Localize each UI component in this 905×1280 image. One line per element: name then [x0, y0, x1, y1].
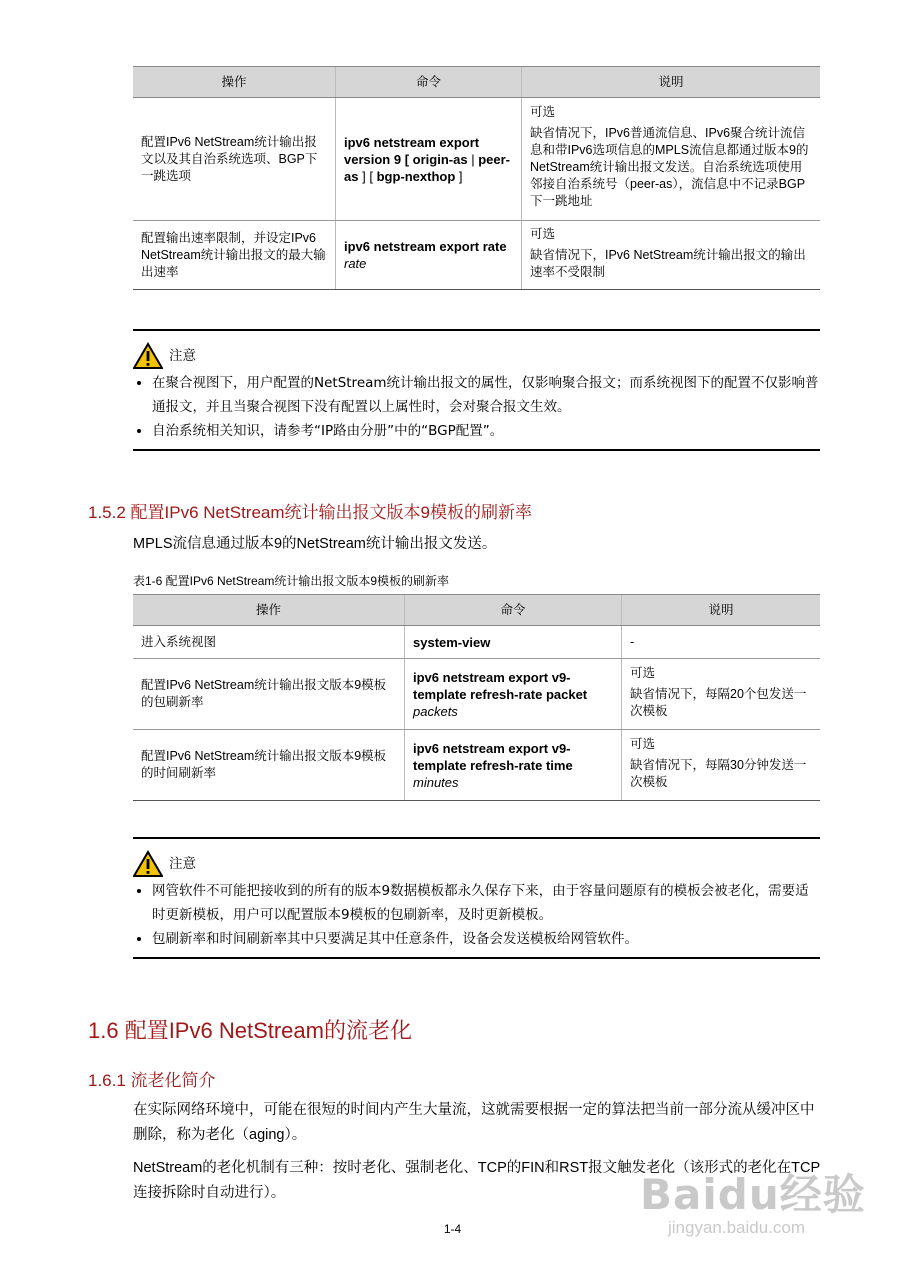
table-caption: 表1-6 配置IPv6 NetStream统计输出报文版本9模板的刷新率: [133, 574, 450, 588]
list-item: • 包刷新率和时间刷新率其中只要满足其中任意条件，设备会发送模板给网管软件。: [152, 927, 820, 951]
note-title: 注意: [169, 348, 196, 364]
watermark-brand: Baidu经验: [640, 1170, 866, 1219]
watermark-url: jingyan.baidu.com: [668, 1218, 806, 1237]
table-row: [133, 221, 820, 290]
operation-cell: 配置IPv6 NetStream统计输出报文版本9模板的时间刷新率: [133, 730, 405, 801]
caution-note-2: [133, 837, 820, 959]
description-cell: 可选 缺省情况下，IPv6 NetStream统计输出报文的输出速率不受限制: [522, 221, 821, 290]
operation-cell: 配置输出速率限制，并设定IPv6 NetStream统计输出报文的最大输出速率: [133, 221, 336, 290]
description-cell: 可选 缺省情况下，每隔30分钟发送一次模板: [622, 730, 821, 801]
watermark: [640, 1162, 866, 1238]
page-number: 1-4: [443, 1222, 462, 1236]
header-operation: 操作: [133, 67, 336, 98]
body-paragraph: 在实际网络环境中，可能在很短的时间内产生大量流，这就需要根据一定的算法把当前一部分流从缓冲区中删除，称为老化（aging）。: [133, 1102, 815, 1143]
operation-cell: 配置IPv6 NetStream统计输出报文版本9模板的包刷新率: [133, 659, 405, 730]
table-row: [133, 730, 820, 801]
table-row: [133, 659, 820, 730]
list-item: • 自治系统相关知识，请参考“IP路由分册”中的“BGP配置”。: [152, 419, 820, 443]
config-table-1: [133, 66, 820, 290]
section-heading-1-6-1: 1.6.1 流老化简介: [88, 1071, 216, 1090]
command-cell: ipv6 netstream export version 9 [ origin-as | peer-as ] [ bgp-nexthop ]: [336, 98, 522, 221]
table-row: [133, 98, 820, 221]
command-cell: ipv6 netstream export rate rate: [336, 221, 522, 290]
command-cell: system-view: [405, 626, 622, 659]
table-header-row: [133, 67, 820, 98]
config-table-2: [133, 594, 820, 801]
command-cell: ipv6 netstream export v9-template refresh-rate packet packets: [405, 659, 622, 730]
body-paragraph: NetStream的老化机制有三种：按时老化、强制老化、TCP的FIN和RST报文触发老化（该形式的老化在TCP连接拆除时自动进行）。: [133, 1160, 821, 1201]
header-description: 说明: [622, 595, 821, 626]
operation-cell: 进入系统视图: [133, 626, 405, 659]
list-item: • 在聚合视图下，用户配置的NetStream统计输出报文的属性，仅影响聚合报文；而系统视图下的配置不仅影响普通报文，并且当聚合视图下没有配置以上属性时，会对聚合报文生效。: [152, 371, 820, 419]
description-cell: -: [622, 626, 821, 659]
table-row: [133, 626, 820, 659]
command-cell: ipv6 netstream export v9-template refresh-rate time minutes: [405, 730, 622, 801]
warning-icon: [133, 342, 163, 370]
header-command: 命令: [336, 67, 522, 98]
header-command: 命令: [405, 595, 622, 626]
header-operation: 操作: [133, 595, 405, 626]
header-description: 说明: [522, 67, 821, 98]
description-cell: 可选 缺省情况下，每隔20个包发送一次模板: [622, 659, 821, 730]
caution-note-1: [133, 329, 820, 451]
operation-cell: 配置IPv6 NetStream统计输出报文以及其自治系统选项、BGP下一跳选项: [133, 98, 336, 221]
description-cell: 可选 缺省情况下，IPv6普通流信息、IPv6聚合统计流信息和带IPv6选项信息的MPLS流信息都通过版本9的NetStream统计输出报文发送。自治系统选项使用邻接自治系统号（peer-as），流信息中不记录BGP下一跳地址: [522, 98, 821, 221]
table-header-row: [133, 595, 820, 626]
intro-paragraph: MPLS流信息通过版本9的NetStream统计输出报文发送。: [133, 536, 497, 552]
note-title: 注意: [169, 856, 196, 872]
warning-icon: [133, 850, 163, 878]
list-item: • 网管软件不可能把接收到的所有的版本9数据模板都永久保存下来，由于容量问题原有的模板会被老化，需要适时更新模板，用户可以配置版本9模板的包刷新率，及时更新模板。: [152, 879, 820, 927]
section-heading-1-5-2: 1.5.2 配置IPv6 NetStream统计输出报文版本9模板的刷新率: [88, 503, 532, 522]
section-heading-1-6: 1.6 配置IPv6 NetStream的流老化: [88, 1018, 412, 1043]
